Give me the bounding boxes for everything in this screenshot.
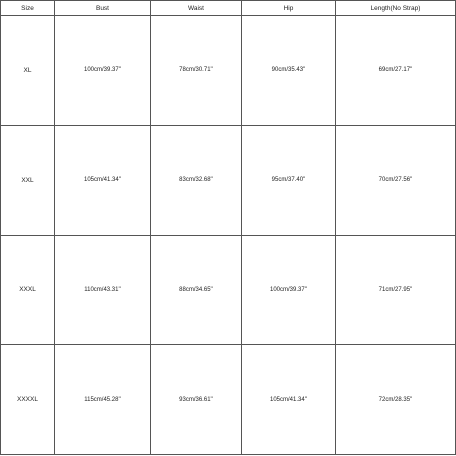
- length-cell: 71cm/27.95'': [336, 235, 456, 345]
- header-waist: Waist: [151, 1, 242, 16]
- length-cell: 72cm/28.35'': [336, 345, 456, 455]
- bust-cell: 100cm/39.37'': [55, 16, 151, 126]
- waist-cell: 93cm/36.61'': [151, 345, 242, 455]
- header-hip: Hip: [242, 1, 336, 16]
- table-row: [1, 235, 456, 345]
- bust-cell: 105cm/41.34'': [55, 125, 151, 235]
- bust-cell: 110cm/43.31'': [55, 235, 151, 345]
- waist-cell: 88cm/34.65'': [151, 235, 242, 345]
- table-row: [1, 16, 456, 126]
- header-size: Size: [1, 1, 55, 16]
- header-bust: Bust: [55, 1, 151, 16]
- hip-cell: 105cm/41.34'': [242, 345, 336, 455]
- hip-cell: 95cm/37.40'': [242, 125, 336, 235]
- header-row: [1, 1, 456, 16]
- size-cell: XL: [1, 16, 55, 126]
- hip-cell: 100cm/39.37'': [242, 235, 336, 345]
- table-row: [1, 125, 456, 235]
- table-row: [1, 345, 456, 455]
- size-cell: XXXL: [1, 235, 55, 345]
- size-cell: XXL: [1, 125, 55, 235]
- waist-cell: 78cm/30.71'': [151, 16, 242, 126]
- size-cell: XXXXL: [1, 345, 55, 455]
- header-length: Length(No Strap): [336, 1, 456, 16]
- bust-cell: 115cm/45.28'': [55, 345, 151, 455]
- length-cell: 69cm/27.17'': [336, 16, 456, 126]
- length-cell: 70cm/27.56'': [336, 125, 456, 235]
- hip-cell: 90cm/35.43'': [242, 16, 336, 126]
- waist-cell: 83cm/32.68'': [151, 125, 242, 235]
